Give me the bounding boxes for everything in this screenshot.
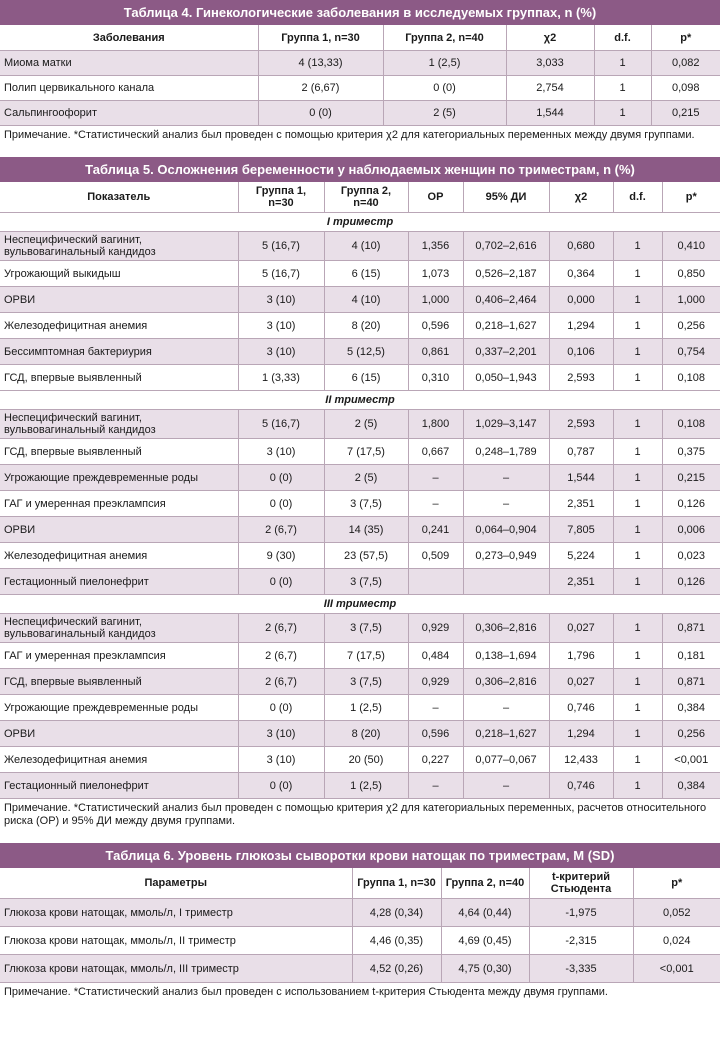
table-cell: 0,861 <box>408 339 463 365</box>
table-cell: 0,410 <box>662 232 720 261</box>
table-cell: 3,033 <box>506 51 594 76</box>
table-cell: Неспецифический вагинит, вульвовагинальный кандидоз <box>0 410 238 439</box>
table-cell: ОРВИ <box>0 287 238 313</box>
table-cell: 1 <box>613 614 662 643</box>
table-cell: 5,224 <box>549 543 613 569</box>
table-cell: 0,406–2,464 <box>463 287 549 313</box>
table-cell: 1 <box>613 261 662 287</box>
table-cell: 0,227 <box>408 747 463 773</box>
table-cell: 0,064–0,904 <box>463 517 549 543</box>
trimester-label: III триместр <box>0 595 720 614</box>
table-cell: 1 <box>613 695 662 721</box>
table-cell: 1,000 <box>408 287 463 313</box>
table-cell: -1,975 <box>529 899 633 927</box>
table-cell: 1 (2,5) <box>324 773 408 799</box>
table-cell: Железодефицитная анемия <box>0 313 238 339</box>
table-cell: 0,027 <box>549 669 613 695</box>
table-cell: 1 <box>613 491 662 517</box>
table-cell: 2 (5) <box>383 101 506 126</box>
table-cell: – <box>463 773 549 799</box>
table-cell: 0,126 <box>662 491 720 517</box>
table-cell: 0,526–2,187 <box>463 261 549 287</box>
table-cell <box>463 569 549 595</box>
table-cell: 5 (16,7) <box>238 261 324 287</box>
table-cell: 0,108 <box>662 410 720 439</box>
table-row <box>0 76 720 101</box>
table-cell: Угрожающие преждевременные роды <box>0 465 238 491</box>
table5-header-cell: Группа 2, n=40 <box>324 182 408 213</box>
table-cell: 1 <box>613 313 662 339</box>
table-cell: Гестационный пиелонефрит <box>0 569 238 595</box>
table-cell: 2,593 <box>549 365 613 391</box>
table6-title: Таблица 6. Уровень глюкозы сыворотки крови натощак по триместрам, M (SD) <box>0 843 720 868</box>
table-cell: 3 (10) <box>238 313 324 339</box>
table-cell: 0 (0) <box>258 101 383 126</box>
table-cell: 4,46 (0,35) <box>352 927 441 955</box>
table-cell: 3 (10) <box>238 439 324 465</box>
table-cell: 6 (15) <box>324 261 408 287</box>
table-cell: 1 <box>613 643 662 669</box>
table-cell: 4,28 (0,34) <box>352 899 441 927</box>
table-cell: 0 (0) <box>238 491 324 517</box>
table4-header-row <box>0 25 720 51</box>
table-cell: 5 (12,5) <box>324 339 408 365</box>
table-cell: 4,75 (0,30) <box>441 955 529 983</box>
table-cell: 20 (50) <box>324 747 408 773</box>
table-cell: 0,248–1,789 <box>463 439 549 465</box>
table-cell: 8 (20) <box>324 313 408 339</box>
table-row <box>0 491 720 517</box>
table-cell: 6 (15) <box>324 365 408 391</box>
table-cell: 0,106 <box>549 339 613 365</box>
table-cell: 1 <box>613 439 662 465</box>
table-cell: Полип цервикального канала <box>0 76 258 101</box>
table4-note: Примечание. *Статистический анализ был проведен с помощью критерия χ2 для категориальных переменных между двумя группами. <box>4 129 695 141</box>
table-cell: 1 <box>613 287 662 313</box>
table-cell: 0 (0) <box>238 465 324 491</box>
table-cell: 1 <box>613 465 662 491</box>
table4-header-cell: Заболевания <box>0 25 258 51</box>
table5-header-row <box>0 182 720 213</box>
table-cell: 0,702–2,616 <box>463 232 549 261</box>
table5-header-cell: Показатель <box>0 182 238 213</box>
trimester-section-row <box>0 213 720 232</box>
table-cell: 0,929 <box>408 669 463 695</box>
table4-header-cell: p* <box>651 25 720 51</box>
table-cell: 0,256 <box>662 721 720 747</box>
table-cell: 0,929 <box>408 614 463 643</box>
table-cell: 1,294 <box>549 721 613 747</box>
table-cell: 1 <box>594 101 651 126</box>
table-cell: 9 (30) <box>238 543 324 569</box>
table6-header-cell: Параметры <box>0 868 352 899</box>
table-cell: -2,315 <box>529 927 633 955</box>
table-cell: 0 (0) <box>238 569 324 595</box>
table6-note: Примечание. *Статистический анализ был проведен с использованием t-критерия Стьюдента между двумя группами. <box>4 986 608 998</box>
table-cell: 0,256 <box>662 313 720 339</box>
table5-body <box>0 213 720 799</box>
table-cell: 2 (5) <box>324 410 408 439</box>
table-cell: – <box>408 695 463 721</box>
table-cell: 4 (13,33) <box>258 51 383 76</box>
table-row <box>0 695 720 721</box>
table-cell: Миома матки <box>0 51 258 76</box>
table-cell: 0,509 <box>408 543 463 569</box>
table-cell: 1,544 <box>506 101 594 126</box>
table-cell: 2 (6,7) <box>238 643 324 669</box>
table-cell: 0,138–1,694 <box>463 643 549 669</box>
table-row <box>0 287 720 313</box>
table-cell: 1,000 <box>662 287 720 313</box>
table-cell: Неспецифический вагинит, вульвовагинальный кандидоз <box>0 614 238 643</box>
table-row <box>0 313 720 339</box>
table-cell: 5 (16,7) <box>238 410 324 439</box>
table5-header-cell: χ2 <box>549 182 613 213</box>
table5-note: Примечание. *Статистический анализ был проведен с помощью критерия χ2 для категориальных переменных, расчетов относительного риска (ОР) и 95% ДИ между двумя группами. <box>4 802 707 827</box>
table-cell: 0,787 <box>549 439 613 465</box>
table-cell: 1,029–3,147 <box>463 410 549 439</box>
table-row <box>0 232 720 261</box>
table5-header-cell: d.f. <box>613 182 662 213</box>
table6-header-cell: p* <box>633 868 720 899</box>
table-cell: 4 (10) <box>324 232 408 261</box>
table-cell: Угрожающий выкидыш <box>0 261 238 287</box>
table-cell: 1 (3,33) <box>238 365 324 391</box>
table-cell: 3 (7,5) <box>324 569 408 595</box>
table-cell: 2,351 <box>549 569 613 595</box>
table-cell: 4,52 (0,26) <box>352 955 441 983</box>
table-cell: 0,241 <box>408 517 463 543</box>
table4-header-cell: d.f. <box>594 25 651 51</box>
table-cell: – <box>463 491 549 517</box>
table-cell: 3 (7,5) <box>324 491 408 517</box>
table-cell: 1 <box>594 76 651 101</box>
table-cell: 0,218–1,627 <box>463 313 549 339</box>
table-row <box>0 101 720 126</box>
table-cell: 0,746 <box>549 773 613 799</box>
table-cell: ОРВИ <box>0 721 238 747</box>
table-row <box>0 927 720 955</box>
table-cell: 0,337–2,201 <box>463 339 549 365</box>
table-cell: 0,596 <box>408 721 463 747</box>
table-cell: 0,375 <box>662 439 720 465</box>
table-row <box>0 439 720 465</box>
table-cell: 23 (57,5) <box>324 543 408 569</box>
table6-header-cell: t-критерий Стьюдента <box>529 868 633 899</box>
table5-title: Таблица 5. Осложнения беременности у наблюдаемых женщин по триместрам, n (%) <box>0 157 720 182</box>
table-cell: – <box>408 465 463 491</box>
table-cell: ГСД, впервые выявленный <box>0 669 238 695</box>
table-cell: ГСД, впервые выявленный <box>0 365 238 391</box>
table4-header-cell: Группа 1, n=30 <box>258 25 383 51</box>
table-row <box>0 51 720 76</box>
table-cell: 0,871 <box>662 614 720 643</box>
table-cell: 3 (7,5) <box>324 669 408 695</box>
table5-header-cell: p* <box>662 182 720 213</box>
table-cell: Глюкоза крови натощак, ммоль/л, III триместр <box>0 955 352 983</box>
table-cell: 1 <box>613 773 662 799</box>
table-cell: 2,593 <box>549 410 613 439</box>
table-cell: 0,050–1,943 <box>463 365 549 391</box>
table-cell <box>408 569 463 595</box>
table-cell: 8 (20) <box>324 721 408 747</box>
table-row <box>0 569 720 595</box>
table4 <box>0 25 720 126</box>
table-row <box>0 517 720 543</box>
table-cell: 0,181 <box>662 643 720 669</box>
table-cell: 1 <box>613 669 662 695</box>
table-cell: 0,306–2,816 <box>463 614 549 643</box>
table-cell: 0,306–2,816 <box>463 669 549 695</box>
table-row <box>0 543 720 569</box>
table-cell: 2 (6,7) <box>238 669 324 695</box>
table-cell: 0,027 <box>549 614 613 643</box>
table-cell: 0,098 <box>651 76 720 101</box>
table-row <box>0 955 720 983</box>
table-cell: 1 (2,5) <box>324 695 408 721</box>
table-cell: 2,351 <box>549 491 613 517</box>
table-cell: 1 <box>613 517 662 543</box>
table-cell: 1 (2,5) <box>383 51 506 76</box>
table-cell: ГСД, впервые выявленный <box>0 439 238 465</box>
table-cell: 1 <box>613 569 662 595</box>
table-cell: – <box>408 491 463 517</box>
table-cell: 2 (6,7) <box>238 517 324 543</box>
table-cell: 0,871 <box>662 669 720 695</box>
table-cell: 1,294 <box>549 313 613 339</box>
table-cell: 0,000 <box>549 287 613 313</box>
table-cell: 1 <box>613 543 662 569</box>
table-cell: 2 (6,67) <box>258 76 383 101</box>
table-cell: 0,052 <box>633 899 720 927</box>
table-cell: 3 (7,5) <box>324 614 408 643</box>
table-cell: 0,218–1,627 <box>463 721 549 747</box>
table6-header-cell: Группа 1, n=30 <box>352 868 441 899</box>
table-cell: 0,596 <box>408 313 463 339</box>
table-cell: 0,484 <box>408 643 463 669</box>
table-cell: Сальпингоофорит <box>0 101 258 126</box>
table-row <box>0 365 720 391</box>
table-cell: <0,001 <box>633 955 720 983</box>
table-cell: 0,754 <box>662 339 720 365</box>
table-cell: 7,805 <box>549 517 613 543</box>
table-cell: 1 <box>594 51 651 76</box>
table-cell: – <box>463 695 549 721</box>
table-cell: 1,073 <box>408 261 463 287</box>
table-cell: 1 <box>613 339 662 365</box>
table-cell: 0,215 <box>651 101 720 126</box>
table6-header-row <box>0 868 720 899</box>
table-cell: 4,64 (0,44) <box>441 899 529 927</box>
table-cell: ГАГ и умеренная преэклампсия <box>0 491 238 517</box>
table5-header-cell: Группа 1, n=30 <box>238 182 324 213</box>
table-cell: 0,667 <box>408 439 463 465</box>
table-row <box>0 773 720 799</box>
table-cell: Неспецифический вагинит, вульвовагинальный кандидоз <box>0 232 238 261</box>
table-cell: 7 (17,5) <box>324 439 408 465</box>
table-cell: 0,023 <box>662 543 720 569</box>
table-cell: 0,680 <box>549 232 613 261</box>
table6 <box>0 868 720 983</box>
table-cell: Железодефицитная анемия <box>0 543 238 569</box>
table-cell: 0,006 <box>662 517 720 543</box>
table-cell: 1,796 <box>549 643 613 669</box>
table-cell: Бессимптомная бактериурия <box>0 339 238 365</box>
trimester-section-row <box>0 595 720 614</box>
table-cell: 12,433 <box>549 747 613 773</box>
table-cell: -3,335 <box>529 955 633 983</box>
trimester-section-row <box>0 391 720 410</box>
table-cell: 1 <box>613 721 662 747</box>
table-cell: – <box>463 465 549 491</box>
table-cell: 0,364 <box>549 261 613 287</box>
table-cell: 0,384 <box>662 773 720 799</box>
table-row <box>0 899 720 927</box>
table4-header-cell: Группа 2, n=40 <box>383 25 506 51</box>
table-cell: 0 (0) <box>238 695 324 721</box>
table-cell: Угрожающие преждевременные роды <box>0 695 238 721</box>
table-cell: ОРВИ <box>0 517 238 543</box>
table-cell: Глюкоза крови натощак, ммоль/л, I триместр <box>0 899 352 927</box>
table-cell: 2 (6,7) <box>238 614 324 643</box>
table-cell: 1,356 <box>408 232 463 261</box>
table-cell: 0,310 <box>408 365 463 391</box>
table4-title: Таблица 4. Гинекологические заболевания в исследуемых группах, n (%) <box>0 0 720 25</box>
table-cell: 1 <box>613 232 662 261</box>
table-cell: 0,077–0,067 <box>463 747 549 773</box>
table-cell: 0,126 <box>662 569 720 595</box>
table-cell: 1 <box>613 410 662 439</box>
table-row <box>0 339 720 365</box>
table-cell: 2 (5) <box>324 465 408 491</box>
table-cell: Глюкоза крови натощак, ммоль/л, II триместр <box>0 927 352 955</box>
table-cell: 3 (10) <box>238 721 324 747</box>
table-row <box>0 643 720 669</box>
table-cell: 0,108 <box>662 365 720 391</box>
table-cell: 0 (0) <box>383 76 506 101</box>
table-cell: ГАГ и умеренная преэклампсия <box>0 643 238 669</box>
table-row <box>0 410 720 439</box>
table-cell: 4 (10) <box>324 287 408 313</box>
table-cell: 0,215 <box>662 465 720 491</box>
table-row <box>0 261 720 287</box>
table-cell: 1 <box>613 365 662 391</box>
table-cell: Гестационный пиелонефрит <box>0 773 238 799</box>
table6-header-cell: Группа 2, n=40 <box>441 868 529 899</box>
trimester-label: I триместр <box>0 213 720 232</box>
table-row <box>0 465 720 491</box>
table-cell: 1,800 <box>408 410 463 439</box>
table-cell: <0,001 <box>662 747 720 773</box>
table-cell: 3 (10) <box>238 339 324 365</box>
table-cell: 1,544 <box>549 465 613 491</box>
table-cell: 0,082 <box>651 51 720 76</box>
table5-header-cell: ОР <box>408 182 463 213</box>
table-row <box>0 614 720 643</box>
table-cell: 3 (10) <box>238 747 324 773</box>
table5-header-cell: 95% ДИ <box>463 182 549 213</box>
table4-header-cell: χ2 <box>506 25 594 51</box>
table-cell: 0,746 <box>549 695 613 721</box>
table-cell: 14 (35) <box>324 517 408 543</box>
table-cell: 2,754 <box>506 76 594 101</box>
table-cell: 7 (17,5) <box>324 643 408 669</box>
table-cell: 0,384 <box>662 695 720 721</box>
table-cell: 3 (10) <box>238 287 324 313</box>
table-cell: 0,850 <box>662 261 720 287</box>
table-cell: 4,69 (0,45) <box>441 927 529 955</box>
table5 <box>0 182 720 799</box>
table-cell: – <box>408 773 463 799</box>
table-row <box>0 721 720 747</box>
table-cell: 1 <box>613 747 662 773</box>
table-row <box>0 747 720 773</box>
trimester-label: II триместр <box>0 391 720 410</box>
table-cell: 0,273–0,949 <box>463 543 549 569</box>
table-cell: 5 (16,7) <box>238 232 324 261</box>
table-row <box>0 669 720 695</box>
table-cell: 0,024 <box>633 927 720 955</box>
table-cell: 0 (0) <box>238 773 324 799</box>
table-cell: Железодефицитная анемия <box>0 747 238 773</box>
